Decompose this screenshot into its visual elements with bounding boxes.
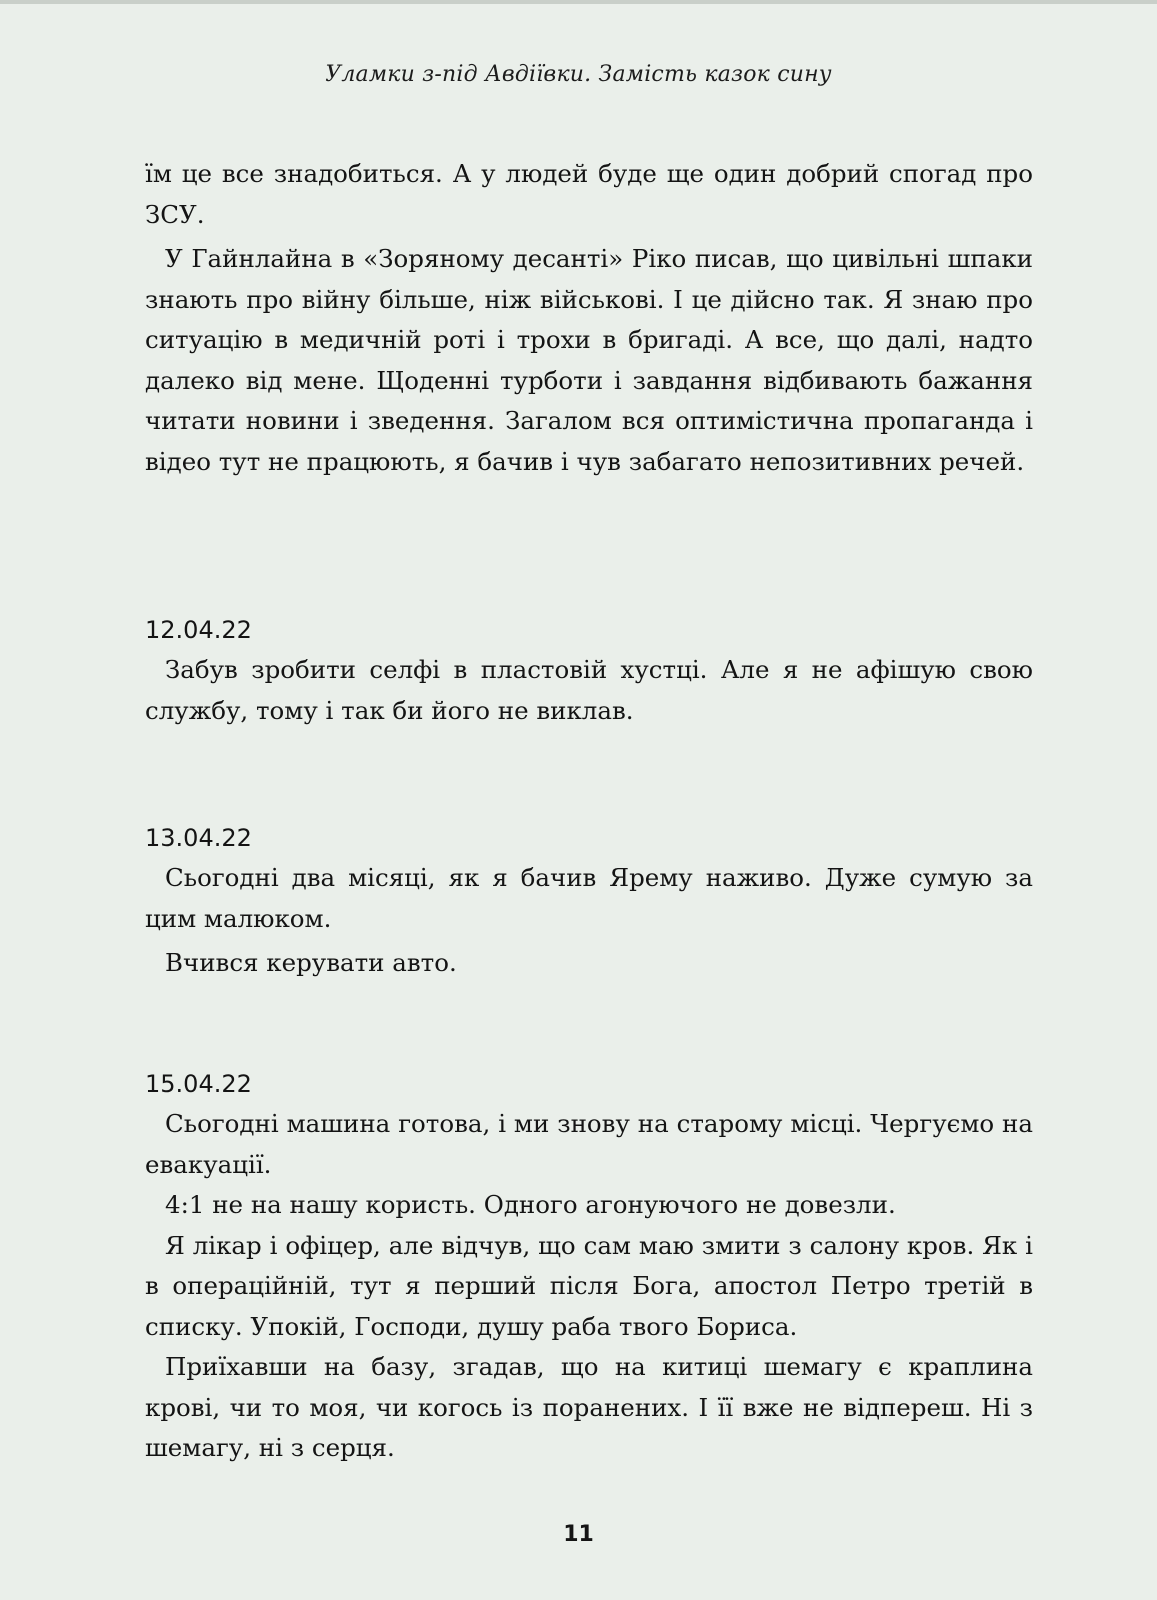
entry-date: 12.04.22 <box>145 616 252 644</box>
entry-paragraph: Приїхавши на базу, згадав, що на китиці шемагу є краплина крові, чи то моя, чи когось із поранених. І її вже не відпереш. Ні з шемагу, ні з серця. <box>145 1352 1033 1462</box>
page-edge <box>0 0 1157 4</box>
entry-paragraph: Сьогодні машина готова, і ми знову на старому місці. Чергуємо на евакуації. <box>145 1109 1033 1179</box>
entry-paragraph: Сьогодні два місяці, як я бачив Ярему наживо. Дуже сумую за цим малюком. <box>145 863 1033 933</box>
intro-block <box>145 154 1033 482</box>
entry-date: 13.04.22 <box>145 824 252 852</box>
entry-block-3 <box>145 1064 1033 1469</box>
paragraph-intro-2: У Гайнлайна в «Зоряному десанті» Ріко писав, що цивільні шпаки знають про війну більше, ніж військові. І це дійсно так. Я знаю про ситуацію в медичній роті і трохи в бригаді. А все, що далі, надто далеко від мене. Щоденні турботи і завдання відбивають бажання читати новини і зведення. Загалом вся оптимістична пропаганда і відео тут не працюють, я бачив і чув забагато непозитивних речей. <box>145 244 1033 476</box>
entry-date: 15.04.22 <box>145 1070 252 1098</box>
page-number: 11 <box>563 1522 594 1547</box>
entry-block-2 <box>145 818 1033 984</box>
entry-paragraph: Вчився керувати авто. <box>165 948 457 977</box>
running-header: Уламки з-під Авдіївки. Замість казок сину <box>325 62 832 87</box>
paragraph-intro-1: їм це все знадобиться. А у людей буде ще один добрий спогад про ЗСУ. <box>145 159 1033 229</box>
entry-paragraph: Я лікар і офіцер, але відчув, що сам маю змити з салону кров. Як і в операційній, тут я перший після Бога, апостол Петро третій в списку. Упокій, Господи, душу раба твого Бориса. <box>145 1230 1033 1341</box>
entry-paragraph: Забув зробити селфі в пластовій хустці. Але я не афішую свою службу, тому і так би його не виклав. <box>145 655 1033 725</box>
entry-paragraph: 4:1 не на нашу користь. Одного агонуючого не довезли. <box>165 1190 896 1219</box>
entry-block-1 <box>145 610 1033 731</box>
